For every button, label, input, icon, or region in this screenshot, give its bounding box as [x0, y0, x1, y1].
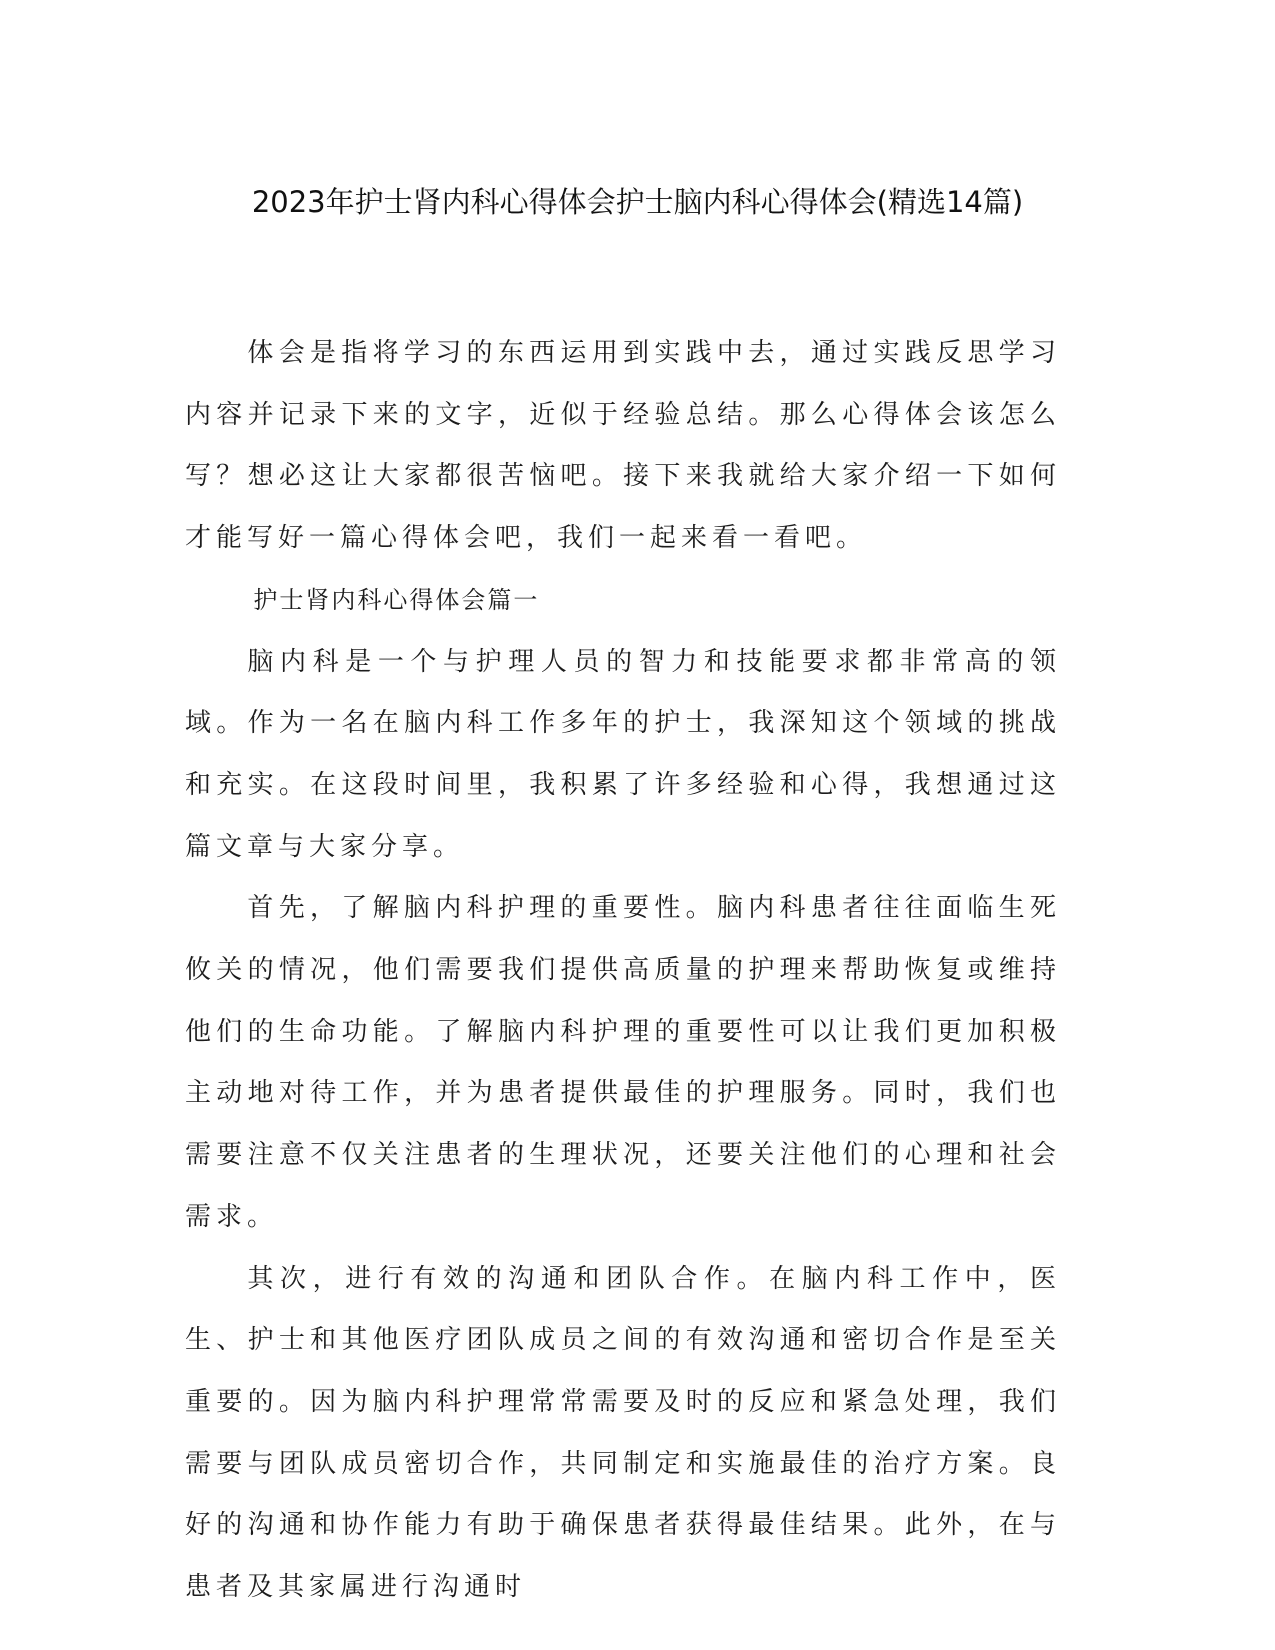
document-body [185, 323, 1061, 1619]
body-paragraph: 脑内科是一个与护理人员的智力和技能要求都非常高的领域。作为一名在脑内科工作多年的护士，我深知这个领域的挑战和充实。在这段时间里，我积累了许多经验和心得，我想通过这篇文章与大家分享。 [185, 646, 1061, 862]
intro-paragraph: 体会是指将学习的东西运用到实践中去，通过实践反思学习内容并记录下来的文字，近似于经验总结。那么心得体会该怎么写？想必这让大家都很苦恼吧。接下来我就给大家介绍一下如何才能写好一篇心得体会吧，我们一起来看一看吧。 [185, 338, 1061, 554]
document-title: 2023年护士肾内科心得体会护士脑内科心得体会(精选14篇) [251, 185, 1024, 219]
body-paragraph: 其次，进行有效的沟通和团队合作。在脑内科工作中，医生、护士和其他医疗团队成员之间的有效沟通和密切合作是至关重要的。因为脑内科护理常常需要及时的反应和紧急处理，我们需要与团队成员密切合作，共同制定和实施最佳的治疗方案。良好的沟通和协作能力有助于确保患者获得最佳结果。此外，在与患者及其家属进行沟通时 [185, 1263, 1061, 1603]
body-paragraph: 首先，了解脑内科护理的重要性。脑内科患者往往面临生死攸关的情况，他们需要我们提供高质量的护理来帮助恢复或维持他们的生命功能。了解脑内科护理的重要性可以让我们更加积极主动地对待工作，并为患者提供最佳的护理服务。同时，我们也需要注意不仅关注患者的生理状况，还要关注他们的心理和社会需求。 [185, 893, 1061, 1232]
section-heading: 护士肾内科心得体会篇一 [253, 585, 540, 614]
